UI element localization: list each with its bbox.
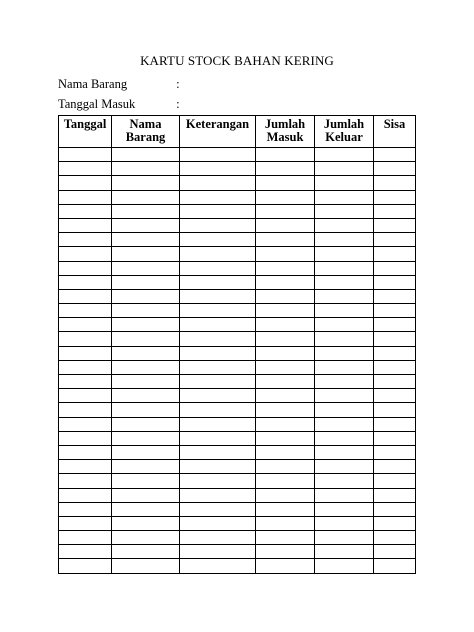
table-cell bbox=[374, 148, 416, 162]
table-row bbox=[59, 474, 416, 488]
table-cell bbox=[374, 233, 416, 247]
table-cell bbox=[180, 162, 256, 176]
table-cell bbox=[315, 559, 374, 573]
column-header-jumlah-masuk bbox=[256, 116, 315, 148]
table-cell bbox=[315, 318, 374, 332]
table-cell bbox=[374, 162, 416, 176]
table-cell bbox=[256, 545, 315, 559]
table-cell bbox=[374, 502, 416, 516]
table-cell bbox=[374, 360, 416, 374]
table-cell bbox=[256, 204, 315, 218]
table-cell bbox=[256, 346, 315, 360]
table-cell bbox=[59, 502, 112, 516]
table-cell bbox=[374, 474, 416, 488]
table-cell bbox=[59, 346, 112, 360]
table-cell bbox=[256, 502, 315, 516]
column-header-line: Jumlah bbox=[264, 117, 306, 131]
table-cell bbox=[315, 445, 374, 459]
table-cell bbox=[180, 318, 256, 332]
table-cell bbox=[59, 148, 112, 162]
table-cell bbox=[256, 559, 315, 573]
table-cell bbox=[374, 304, 416, 318]
column-header-line: Keluar bbox=[325, 130, 363, 144]
table-row bbox=[59, 403, 416, 417]
table-cell bbox=[256, 516, 315, 530]
table-cell bbox=[59, 375, 112, 389]
table-cell bbox=[374, 531, 416, 545]
table-cell bbox=[59, 559, 112, 573]
table-cell bbox=[59, 474, 112, 488]
table-row bbox=[59, 261, 416, 275]
table-cell bbox=[112, 190, 180, 204]
table-cell bbox=[112, 460, 180, 474]
table-cell bbox=[59, 488, 112, 502]
table-row bbox=[59, 502, 416, 516]
table-row bbox=[59, 289, 416, 303]
table-cell bbox=[315, 360, 374, 374]
table-cell bbox=[180, 190, 256, 204]
table-cell bbox=[180, 332, 256, 346]
table-cell bbox=[112, 233, 180, 247]
stock-table-body bbox=[59, 148, 416, 574]
table-cell bbox=[256, 218, 315, 232]
table-row bbox=[59, 460, 416, 474]
table-row bbox=[59, 176, 416, 190]
table-cell bbox=[374, 545, 416, 559]
table-cell bbox=[112, 531, 180, 545]
table-cell bbox=[374, 460, 416, 474]
table-cell bbox=[180, 218, 256, 232]
table-cell bbox=[59, 403, 112, 417]
column-header-line: Nama bbox=[129, 117, 162, 131]
table-cell bbox=[374, 176, 416, 190]
table-cell bbox=[374, 332, 416, 346]
column-header-line: Tanggal bbox=[63, 117, 107, 131]
table-cell bbox=[256, 403, 315, 417]
table-cell bbox=[315, 162, 374, 176]
table-cell bbox=[374, 261, 416, 275]
table-cell bbox=[59, 417, 112, 431]
table-cell bbox=[59, 275, 112, 289]
table-cell bbox=[374, 218, 416, 232]
table-cell bbox=[315, 516, 374, 530]
table-row bbox=[59, 218, 416, 232]
table-cell bbox=[112, 502, 180, 516]
table-cell bbox=[59, 460, 112, 474]
table-cell bbox=[180, 417, 256, 431]
table-cell bbox=[112, 247, 180, 261]
column-header-nama-barang bbox=[112, 116, 180, 148]
field-label: Nama Barang bbox=[58, 77, 128, 91]
table-cell bbox=[315, 190, 374, 204]
table-cell bbox=[180, 516, 256, 530]
table-cell bbox=[112, 176, 180, 190]
table-cell bbox=[374, 403, 416, 417]
table-cell bbox=[315, 261, 374, 275]
table-cell bbox=[59, 332, 112, 346]
table-cell bbox=[112, 488, 180, 502]
table-cell bbox=[112, 431, 180, 445]
column-header-keterangan bbox=[180, 116, 256, 148]
field-separator: : bbox=[176, 97, 180, 111]
table-row bbox=[59, 162, 416, 176]
table-cell bbox=[315, 545, 374, 559]
table-cell bbox=[256, 304, 315, 318]
table-cell bbox=[374, 190, 416, 204]
table-cell bbox=[180, 403, 256, 417]
table-cell bbox=[180, 431, 256, 445]
table-row bbox=[59, 318, 416, 332]
table-cell bbox=[256, 318, 315, 332]
table-cell bbox=[256, 176, 315, 190]
table-cell bbox=[256, 460, 315, 474]
table-cell bbox=[112, 332, 180, 346]
table-cell bbox=[59, 445, 112, 459]
table-cell bbox=[315, 488, 374, 502]
table-cell bbox=[112, 162, 180, 176]
table-cell bbox=[59, 516, 112, 530]
table-row bbox=[59, 559, 416, 573]
table-row bbox=[59, 431, 416, 445]
table-cell bbox=[59, 247, 112, 261]
table-cell bbox=[256, 389, 315, 403]
table-cell bbox=[59, 531, 112, 545]
table-cell bbox=[315, 502, 374, 516]
document-title: KARTU STOCK BAHAN KERING bbox=[140, 53, 334, 68]
table-row bbox=[59, 190, 416, 204]
table-cell bbox=[315, 332, 374, 346]
table-cell bbox=[180, 360, 256, 374]
table-cell bbox=[374, 204, 416, 218]
table-cell bbox=[180, 502, 256, 516]
table-cell bbox=[112, 559, 180, 573]
table-cell bbox=[256, 417, 315, 431]
table-cell bbox=[112, 545, 180, 559]
field-label: Tanggal Masuk bbox=[58, 97, 136, 111]
column-header-line: Masuk bbox=[266, 130, 304, 144]
table-cell bbox=[112, 403, 180, 417]
column-header-jumlah-keluar bbox=[315, 116, 374, 148]
table-cell bbox=[374, 318, 416, 332]
table-cell bbox=[112, 375, 180, 389]
table-cell bbox=[374, 417, 416, 431]
table-cell bbox=[112, 346, 180, 360]
table-cell bbox=[59, 204, 112, 218]
table-cell bbox=[256, 261, 315, 275]
table-cell bbox=[256, 190, 315, 204]
table-cell bbox=[315, 460, 374, 474]
table-cell bbox=[180, 474, 256, 488]
table-cell bbox=[315, 417, 374, 431]
table-cell bbox=[374, 559, 416, 573]
table-cell bbox=[315, 531, 374, 545]
table-cell bbox=[374, 516, 416, 530]
table-cell bbox=[315, 375, 374, 389]
table-cell bbox=[256, 474, 315, 488]
table-row bbox=[59, 375, 416, 389]
table-cell bbox=[315, 233, 374, 247]
table-cell bbox=[59, 218, 112, 232]
table-cell bbox=[315, 247, 374, 261]
table-cell bbox=[59, 190, 112, 204]
table-cell bbox=[315, 403, 374, 417]
table-cell bbox=[112, 148, 180, 162]
table-row bbox=[59, 445, 416, 459]
table-cell bbox=[112, 318, 180, 332]
table-cell bbox=[180, 488, 256, 502]
table-cell bbox=[180, 346, 256, 360]
table-cell bbox=[256, 162, 315, 176]
table-cell bbox=[256, 148, 315, 162]
table-cell bbox=[180, 204, 256, 218]
table-cell bbox=[59, 261, 112, 275]
table-cell bbox=[374, 247, 416, 261]
table-cell bbox=[374, 289, 416, 303]
table-cell bbox=[256, 275, 315, 289]
table-cell bbox=[59, 176, 112, 190]
table-cell bbox=[180, 247, 256, 261]
table-cell bbox=[315, 204, 374, 218]
table-cell bbox=[374, 346, 416, 360]
table-cell bbox=[180, 233, 256, 247]
table-row bbox=[59, 389, 416, 403]
table-row bbox=[59, 488, 416, 502]
column-header-line: Keterangan bbox=[185, 117, 250, 131]
table-cell bbox=[112, 516, 180, 530]
column-header-tanggal bbox=[59, 116, 112, 148]
table-cell bbox=[59, 289, 112, 303]
table-cell bbox=[315, 148, 374, 162]
table-row bbox=[59, 148, 416, 162]
table-cell bbox=[315, 304, 374, 318]
table-row bbox=[59, 360, 416, 374]
table-cell bbox=[256, 375, 315, 389]
table-cell bbox=[59, 545, 112, 559]
table-row bbox=[59, 417, 416, 431]
table-cell bbox=[374, 445, 416, 459]
table-cell bbox=[256, 233, 315, 247]
table-cell bbox=[180, 559, 256, 573]
table-cell bbox=[374, 375, 416, 389]
table-cell bbox=[59, 360, 112, 374]
table-cell bbox=[112, 389, 180, 403]
table-row bbox=[59, 304, 416, 318]
table-row bbox=[59, 531, 416, 545]
table-row bbox=[59, 516, 416, 530]
table-cell bbox=[112, 218, 180, 232]
table-cell bbox=[315, 431, 374, 445]
column-header-line: Sisa bbox=[383, 117, 406, 131]
table-cell bbox=[180, 389, 256, 403]
table-cell bbox=[256, 360, 315, 374]
table-row bbox=[59, 332, 416, 346]
table-cell bbox=[112, 445, 180, 459]
table-cell bbox=[180, 275, 256, 289]
table-cell bbox=[180, 148, 256, 162]
table-cell bbox=[180, 545, 256, 559]
table-cell bbox=[59, 389, 112, 403]
field-nama-barang bbox=[58, 77, 180, 92]
table-cell bbox=[180, 531, 256, 545]
table-cell bbox=[180, 460, 256, 474]
column-header-sisa bbox=[374, 116, 416, 148]
table-cell bbox=[112, 275, 180, 289]
table-row bbox=[59, 204, 416, 218]
table-cell bbox=[59, 431, 112, 445]
table-row bbox=[59, 275, 416, 289]
table-cell bbox=[374, 431, 416, 445]
table-cell bbox=[256, 445, 315, 459]
table-cell bbox=[256, 531, 315, 545]
table-row bbox=[59, 247, 416, 261]
table-cell bbox=[315, 275, 374, 289]
table-cell bbox=[256, 431, 315, 445]
table-cell bbox=[59, 162, 112, 176]
table-cell bbox=[112, 417, 180, 431]
table-cell bbox=[256, 247, 315, 261]
table-cell bbox=[256, 488, 315, 502]
table-cell bbox=[59, 233, 112, 247]
table-cell bbox=[59, 304, 112, 318]
table-row bbox=[59, 346, 416, 360]
table-cell bbox=[315, 218, 374, 232]
table-cell bbox=[180, 375, 256, 389]
table-row bbox=[59, 545, 416, 559]
table-cell bbox=[256, 289, 315, 303]
table-cell bbox=[374, 488, 416, 502]
table-row bbox=[59, 233, 416, 247]
table-cell bbox=[374, 389, 416, 403]
table-cell bbox=[180, 304, 256, 318]
table-cell bbox=[315, 389, 374, 403]
field-tanggal-masuk bbox=[58, 97, 180, 112]
column-header-line: Jumlah bbox=[323, 117, 365, 131]
table-cell bbox=[315, 346, 374, 360]
column-header-line: Barang bbox=[125, 130, 166, 144]
table-cell bbox=[112, 261, 180, 275]
table-cell bbox=[374, 275, 416, 289]
table-cell bbox=[59, 318, 112, 332]
table-cell bbox=[180, 445, 256, 459]
table-cell bbox=[315, 289, 374, 303]
table-cell bbox=[315, 474, 374, 488]
table-cell bbox=[180, 289, 256, 303]
table-cell bbox=[180, 176, 256, 190]
table-cell bbox=[112, 360, 180, 374]
table-cell bbox=[112, 204, 180, 218]
table-cell bbox=[112, 289, 180, 303]
table-cell bbox=[315, 176, 374, 190]
table-header-row bbox=[59, 116, 416, 148]
table-cell bbox=[256, 332, 315, 346]
field-separator: : bbox=[176, 77, 180, 91]
stock-table bbox=[58, 115, 416, 574]
table-cell bbox=[112, 474, 180, 488]
table-cell bbox=[180, 261, 256, 275]
table-cell bbox=[112, 304, 180, 318]
